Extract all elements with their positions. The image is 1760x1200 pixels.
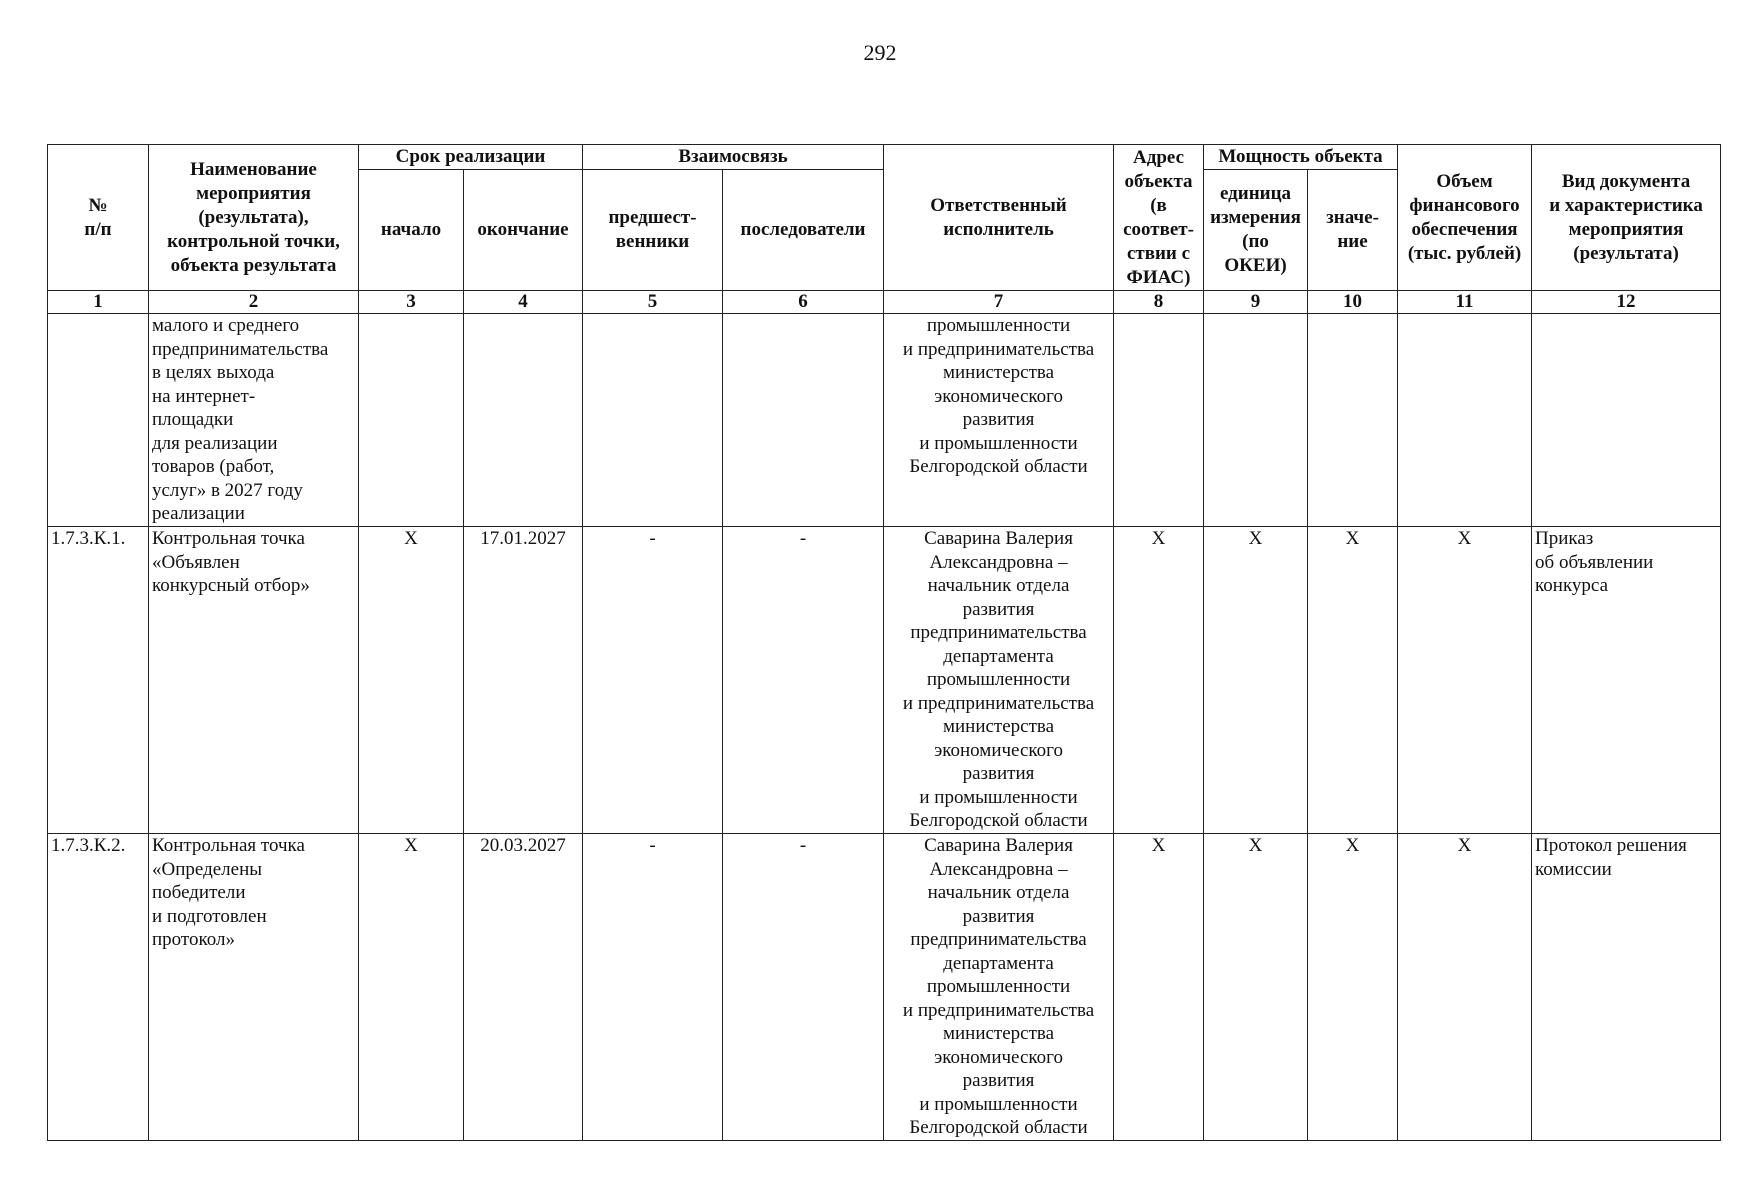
header-srok-group: Срок реализации: [359, 145, 583, 170]
cell-start: [359, 314, 464, 527]
cell-end: [464, 314, 583, 527]
cell-finance: X: [1398, 527, 1532, 834]
cell-start: X: [359, 527, 464, 834]
column-number: 11: [1398, 291, 1532, 314]
header-unit: единица измерения (по ОКЕИ): [1204, 170, 1308, 291]
cell-value: [1308, 314, 1398, 527]
cell-start: X: [359, 834, 464, 1141]
cell-unit: [1204, 314, 1308, 527]
cell-responsible: Саварина Валерия Александровна – начальник отдела развития предпринимательства департамента промышленности и предпринимательства министерства экономического развития и промышленности Белгородской области: [884, 834, 1114, 1141]
cell-doc-type: [1532, 314, 1721, 527]
cell-num: 1.7.3.К.2.: [48, 834, 149, 1141]
cell-successors: [723, 314, 884, 527]
cell-value: X: [1308, 834, 1398, 1141]
cell-end: 17.01.2027: [464, 527, 583, 834]
cell-address: X: [1114, 834, 1204, 1141]
header-address: Адрес объекта (в соответ- ствии с ФИАС): [1114, 145, 1204, 291]
header-capacity-group: Мощность объекта: [1204, 145, 1398, 170]
column-number: 10: [1308, 291, 1398, 314]
column-number: 9: [1204, 291, 1308, 314]
cell-predecessors: [583, 314, 723, 527]
table-row: [48, 834, 1721, 1141]
column-number: 1: [48, 291, 149, 314]
cell-responsible: Саварина Валерия Александровна – начальник отдела развития предпринимательства департамента промышленности и предпринимательства министерства экономического развития и промышленности Белгородской области: [884, 527, 1114, 834]
cell-name: Контрольная точка «Объявлен конкурсный отбор»: [149, 527, 359, 834]
header-value: значе- ние: [1308, 170, 1398, 291]
cell-successors: -: [723, 834, 884, 1141]
column-number: 4: [464, 291, 583, 314]
column-number: 3: [359, 291, 464, 314]
cell-finance: [1398, 314, 1532, 527]
column-number: 12: [1532, 291, 1721, 314]
cell-responsible: промышленности и предпринимательства министерства экономического развития и промышленности Белгородской области: [884, 314, 1114, 527]
cell-predecessors: -: [583, 527, 723, 834]
cell-successors: -: [723, 527, 884, 834]
column-number: 6: [723, 291, 884, 314]
column-number: 5: [583, 291, 723, 314]
cell-unit: X: [1204, 527, 1308, 834]
header-num: № п/п: [48, 145, 149, 291]
cell-name: малого и среднего предпринимательства в целях выхода на интернет- площадки для реализации товаров (работ, услуг» в 2027 году реализации: [149, 314, 359, 527]
table-row: [48, 527, 1721, 834]
column-number: 8: [1114, 291, 1204, 314]
plan-table: [47, 144, 1721, 1141]
header-finance: Объем финансового обеспечения (тыс. рублей): [1398, 145, 1532, 291]
page-number: 292: [863, 40, 897, 65]
header-predecessors: предшест- венники: [583, 170, 723, 291]
header-start: начало: [359, 170, 464, 291]
header-successors: последователи: [723, 170, 884, 291]
cell-finance: X: [1398, 834, 1532, 1141]
column-number: 7: [884, 291, 1114, 314]
column-number: 2: [149, 291, 359, 314]
cell-address: [1114, 314, 1204, 527]
header-link-group: Взаимосвязь: [583, 145, 884, 170]
cell-name: Контрольная точка «Определены победители и подготовлен протокол»: [149, 834, 359, 1141]
cell-doc-type: Приказ об объявлении конкурса: [1532, 527, 1721, 834]
table-row: [48, 314, 1721, 527]
cell-value: X: [1308, 527, 1398, 834]
header-end: окончание: [464, 170, 583, 291]
cell-predecessors: -: [583, 834, 723, 1141]
header-doc-type: Вид документа и характеристика мероприятия (результата): [1532, 145, 1721, 291]
header-responsible: Ответственный исполнитель: [884, 145, 1114, 291]
cell-doc-type: Протокол решения комиссии: [1532, 834, 1721, 1141]
cell-num: 1.7.3.К.1.: [48, 527, 149, 834]
header-name: Наименование мероприятия (результата), контрольной точки, объекта результата: [149, 145, 359, 291]
cell-num: [48, 314, 149, 527]
cell-end: 20.03.2027: [464, 834, 583, 1141]
cell-address: X: [1114, 527, 1204, 834]
cell-unit: X: [1204, 834, 1308, 1141]
